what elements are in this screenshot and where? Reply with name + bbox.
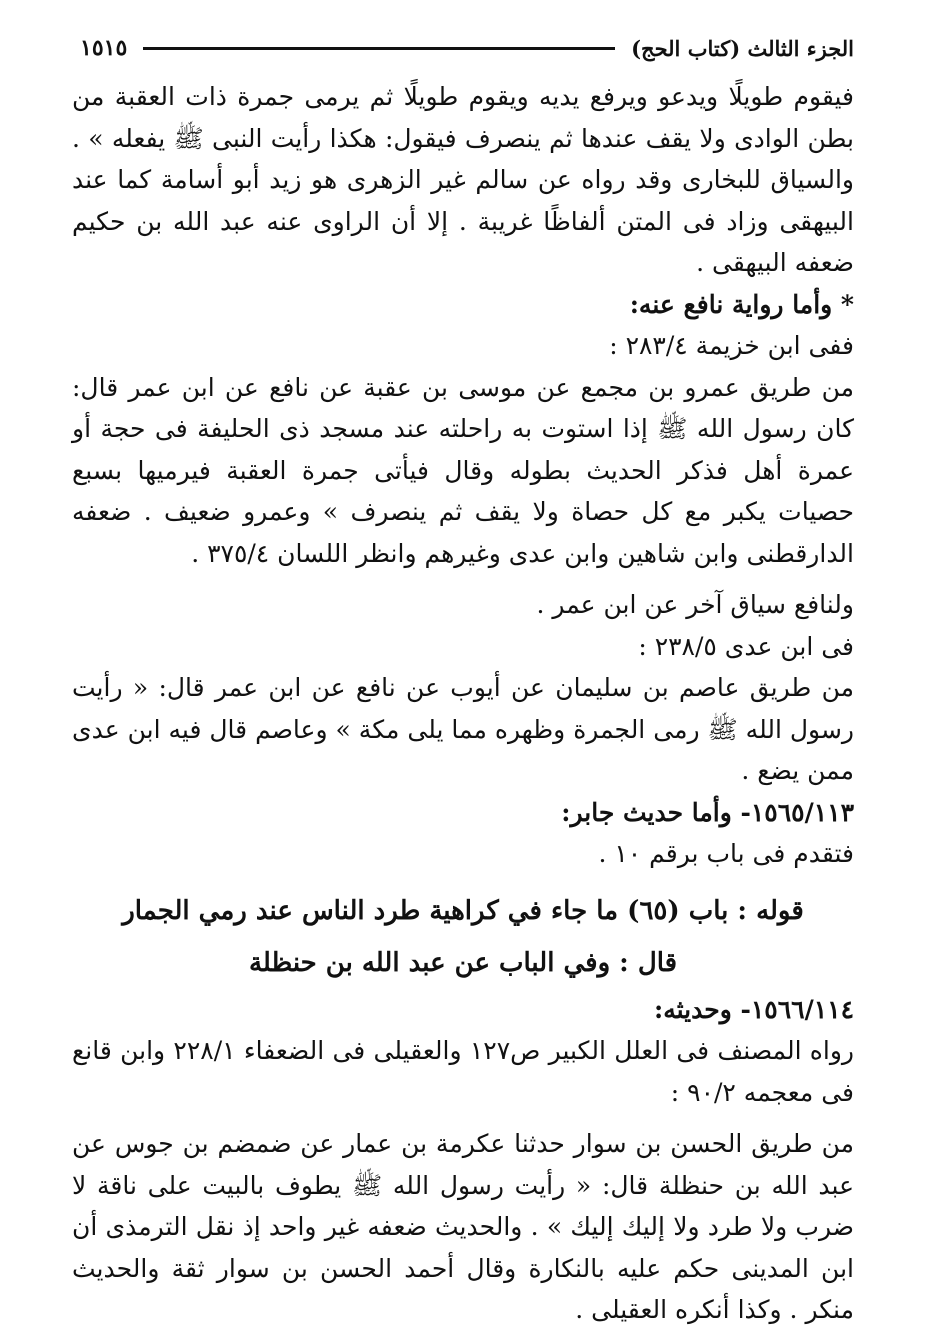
paragraph-bukhari-context: فيقوم طويلًا ويدعو ويرفع يديه ويقوم طويلًا ثم يرمى جمرة ذات العقبة من بطن الوادى ولا يقف عندها ثم ينصرف فيقول: هكذا رأيت النبى ﷺ يفعله » . والسياق للبخارى وقد رواه عن سالم غير الزهرى هو زيد أبو أسامة كما عند البيهقى وزاد فى المتن ألفاظًا غريبة . إلا أن الراوى عنه عبد الله بن حكيم ضعفه البيهقى . <box>72 82 854 277</box>
spacer <box>72 875 854 885</box>
running-title: الجزء الثالث (كتاب الحج) <box>631 35 854 61</box>
paragraph-jabir-reference: فتقدم فى باب برقم ١٠ . <box>598 839 854 868</box>
nafi-section-heading: * وأما رواية نافع عنه: <box>629 289 854 319</box>
chapter-title: قوله : باب (٦٥) ما جاء في كراهية طرد الناس عند رمي الجمار <box>122 895 804 926</box>
page-number: ١٥١٥ <box>80 35 128 61</box>
paragraph-hasan-ibn-sawwar: من طريق الحسن بن سوار حدثنا عكرمة بن عمار عن ضمضم بن جوس عن عبد الله بن حنظلة قال: « رأيت رسول الله ﷺ يطوف بالبيت على ناقة لا ضرب ولا طرد ولا إليك إليك » . والحديث ضعفه غير واحد إذ نقل الترمذى أن ابن المدينى حكم عليه بالنكارة وقال أحمد الحسن بن سوار ثقة والحديث منكر . وكذا أنكره العقيلى . <box>72 1129 854 1324</box>
ibn-adi-reference: فى ابن عدى ٢٣٨/٥ : <box>638 631 854 661</box>
jabir-hadith-heading: ١٥٦٥/١١٣- وأما حديث جابر: <box>561 797 854 827</box>
paragraph-amr-ibn-mujammi: من طريق عمرو بن مجمع عن موسى بن عقبة عن نافع عن ابن عمر قال: كان رسول الله ﷺ إذا استوت به راحلته عند مسجد ذى الحليفة فى حجة أو عمرة أهل فذكر الحديث بطوله وقال فيأتى جمرة العقبة فيرميها بسبع حصيات يكبر مع كل حصاة ولا يقف ثم ينصرف » وعمرو ضعيف . ضعفه الدارقطنى وابن شاهين وابن عدى وغيرهم وانظر اللسان ٣٧٥/٤ . <box>72 372 854 568</box>
paragraph-nafi-other-route: ولنافع سياق آخر عن ابن عمر . <box>536 590 854 619</box>
hadith-heading: ١٥٦٦/١١٤- وحديثه: <box>654 994 854 1024</box>
page-body <box>72 76 854 1331</box>
spacer <box>72 574 854 584</box>
paragraph-asim-ibn-sulayman: من طريق عاصم بن سليمان عن أيوب عن نافع عن ابن عمر قال: « رأيت رسول الله ﷺ رمى الجمرة وظهره مما يلى مكة » وعاصم قال فيه ابن عدى ممن يضع . <box>72 673 854 785</box>
chapter-subtitle: قال : وفي الباب عن عبد الله بن حنظلة <box>248 947 678 978</box>
spacer <box>72 1113 854 1123</box>
page-header <box>80 28 854 68</box>
paragraph-sources: رواه المصنف فى العلل الكبير ص١٢٧ والعقيلى فى الضعفاء ٢٢٨/١ وابن قانع فى معجمه ٩٠/٢ : <box>72 1036 854 1107</box>
ibn-khuzaymah-reference: ففى ابن خزيمة ٢٨٣/٤ : <box>609 331 854 360</box>
header-rule <box>143 47 615 50</box>
